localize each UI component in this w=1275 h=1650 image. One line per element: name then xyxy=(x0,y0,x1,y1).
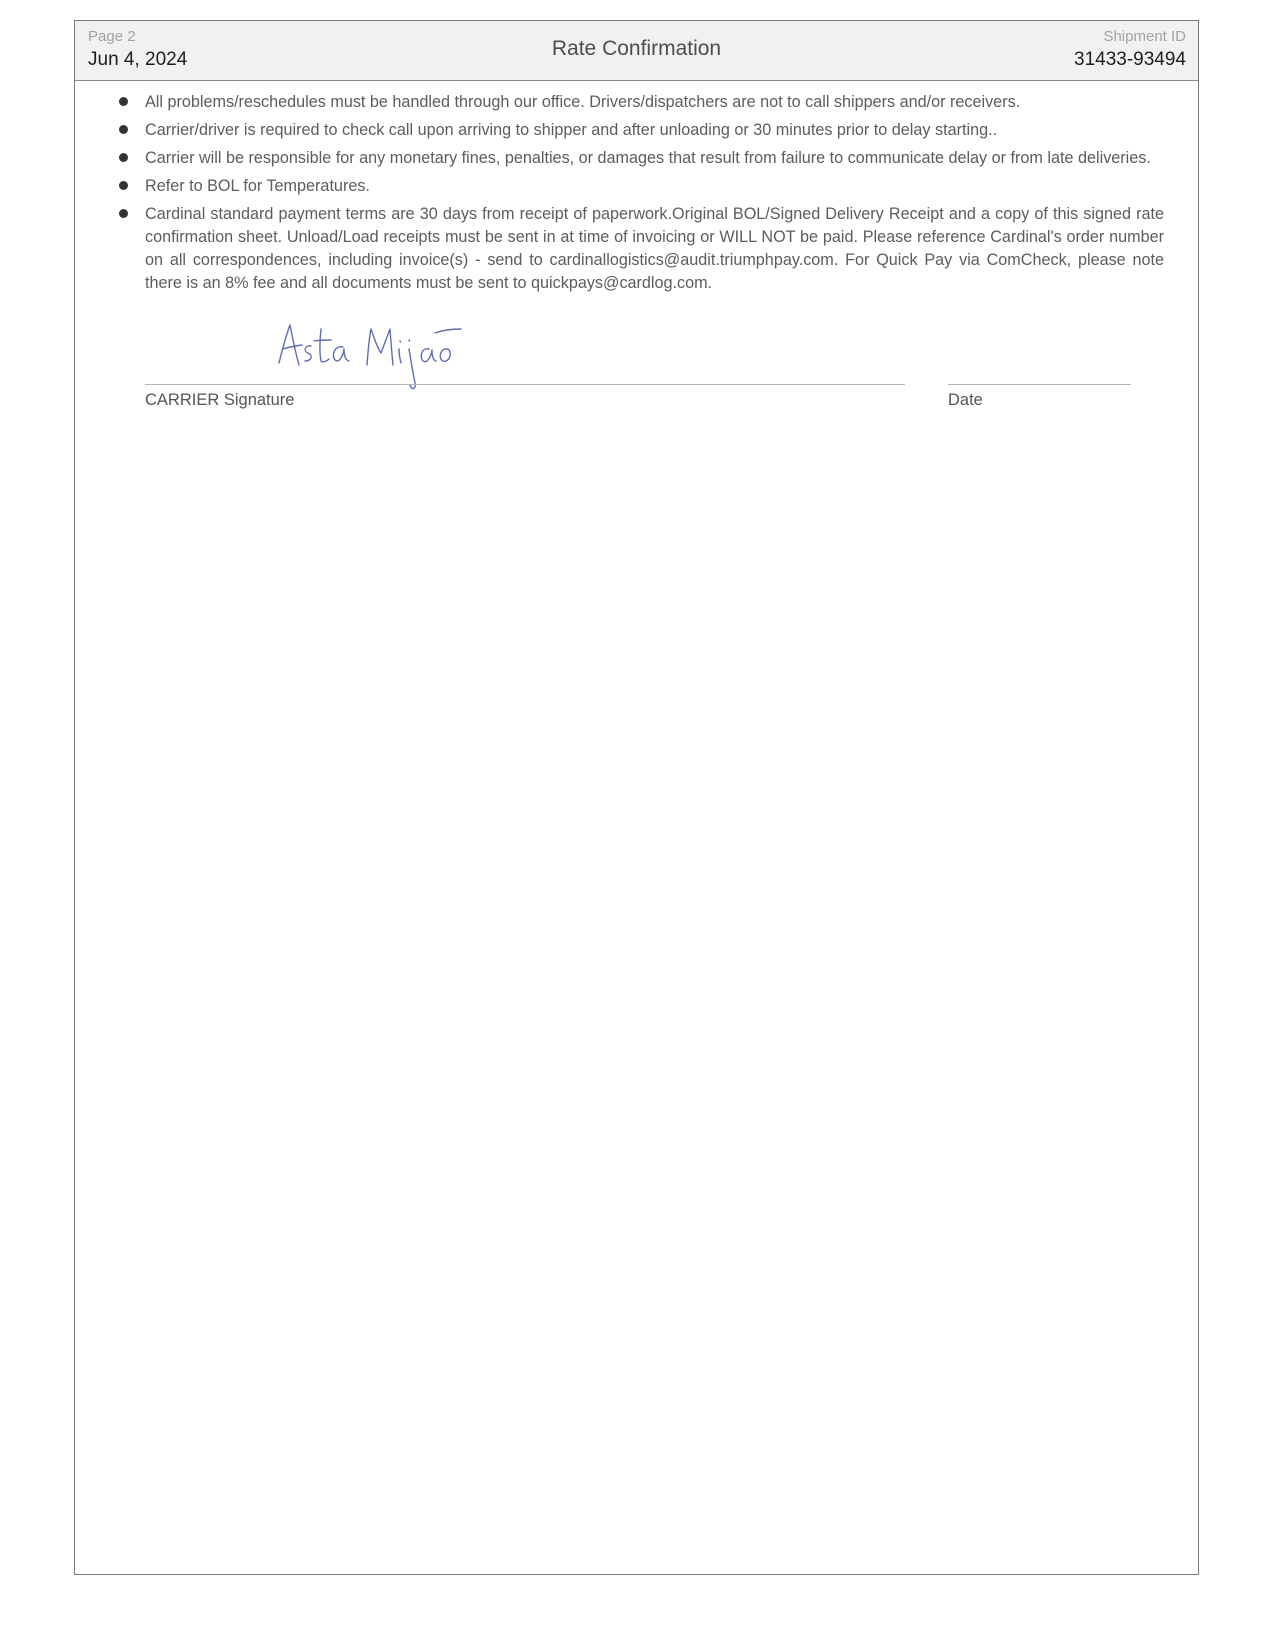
date-label: Date xyxy=(948,391,983,409)
handwritten-signature xyxy=(275,319,475,399)
terms-list-item xyxy=(119,203,1164,295)
terms-list-item xyxy=(119,147,1164,170)
signature-line xyxy=(145,384,905,385)
bullet-icon xyxy=(119,97,128,106)
bullet-icon xyxy=(119,181,128,190)
term-text: Carrier will be responsible for any monetary fines, penalties, or damages that result from failure to communicate delay or from late deliveries. xyxy=(145,149,1151,167)
document-title: Rate Confirmation xyxy=(551,37,722,60)
bullet-icon xyxy=(119,125,128,134)
bullet-icon xyxy=(119,153,128,162)
shipment-id-value: 31433-93494 xyxy=(1074,49,1186,70)
document-page xyxy=(74,20,1199,1575)
carrier-signature-label: CARRIER Signature xyxy=(145,391,295,409)
terms-list-item xyxy=(119,91,1164,114)
shipment-id-label: Shipment ID xyxy=(1103,28,1186,45)
bullet-icon xyxy=(119,209,128,218)
header-right xyxy=(1074,28,1186,73)
term-text: Refer to BOL for Temperatures. xyxy=(145,177,370,195)
page-number: Page 2 xyxy=(88,28,136,45)
document-date: Jun 4, 2024 xyxy=(88,49,188,70)
terms-list xyxy=(119,91,1164,300)
terms-list-item xyxy=(119,119,1164,142)
date-line xyxy=(948,384,1131,385)
term-text: Carrier/driver is required to check call upon arriving to shipper and after unloading or 30 minutes prior to delay starting.. xyxy=(145,121,998,139)
term-text: Cardinal standard payment terms are 30 days from receipt of paperwork.Original BOL/Signed Delivery Receipt and a copy of this signed rate confirmation sheet. Unload/Load receipts must be sent in at time of invoicing or WILL NOT be paid. Please reference Cardinal's order number on all correspondences, including invoice(s) - send to cardinallogistics@audit.triumphpay.com. For Quick Pay via ComCheck, please note there is an 8% fee and all documents must be sent to quickpays@cardlog.com. xyxy=(145,205,1164,292)
terms-list-item xyxy=(119,175,1164,198)
page-header xyxy=(75,21,1198,81)
term-text: All problems/reschedules must be handled through our office. Drivers/dispatchers are not to call shippers and/or receivers. xyxy=(145,93,1021,111)
